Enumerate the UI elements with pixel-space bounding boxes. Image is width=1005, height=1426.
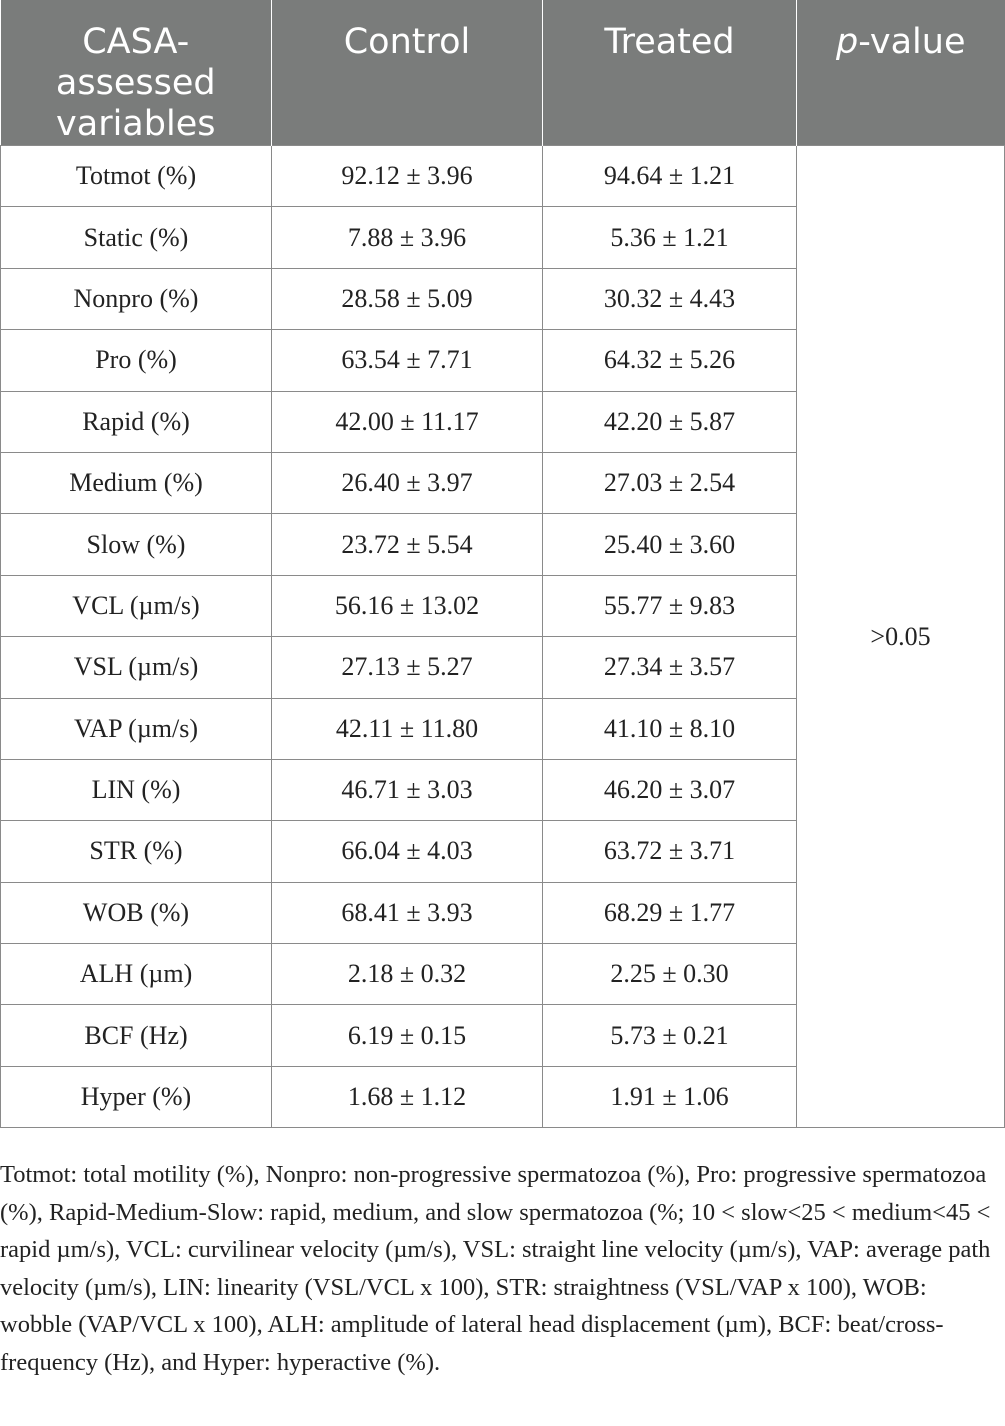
treated-value: 42.20 ± 5.87 bbox=[543, 391, 797, 452]
control-value: 42.11 ± 11.80 bbox=[272, 698, 543, 759]
control-value: 42.00 ± 11.17 bbox=[272, 391, 543, 452]
row-label: Hyper (%) bbox=[1, 1066, 272, 1127]
control-value: 23.72 ± 5.54 bbox=[272, 514, 543, 575]
control-value: 56.16 ± 13.02 bbox=[272, 575, 543, 636]
control-value: 6.19 ± 0.15 bbox=[272, 1005, 543, 1066]
header-row bbox=[1, 0, 1005, 146]
treated-value: 68.29 ± 1.77 bbox=[543, 882, 797, 943]
row-label: Slow (%) bbox=[1, 514, 272, 575]
treated-value: 1.91 ± 1.06 bbox=[543, 1066, 797, 1127]
row-label: LIN (%) bbox=[1, 759, 272, 820]
table-header bbox=[1, 0, 1005, 146]
control-value: 7.88 ± 3.96 bbox=[272, 207, 543, 268]
control-value: 28.58 ± 5.09 bbox=[272, 268, 543, 329]
control-value: 92.12 ± 3.96 bbox=[272, 146, 543, 207]
header-p-value bbox=[797, 0, 1005, 146]
header-p-italic: p bbox=[835, 22, 859, 62]
header-control: Control bbox=[272, 0, 543, 146]
treated-value: 2.25 ± 0.30 bbox=[543, 944, 797, 1005]
row-label: Nonpro (%) bbox=[1, 268, 272, 329]
treated-value: 25.40 ± 3.60 bbox=[543, 514, 797, 575]
table-body bbox=[1, 146, 1005, 1128]
treated-value: 27.03 ± 2.54 bbox=[543, 452, 797, 513]
control-value: 68.41 ± 3.93 bbox=[272, 882, 543, 943]
row-label: BCF (Hz) bbox=[1, 1005, 272, 1066]
control-value: 1.68 ± 1.12 bbox=[272, 1066, 543, 1127]
table-row bbox=[1, 146, 1005, 207]
row-label: Medium (%) bbox=[1, 452, 272, 513]
control-value: 27.13 ± 5.27 bbox=[272, 637, 543, 698]
control-value: 66.04 ± 4.03 bbox=[272, 821, 543, 882]
header-p-rest: -value bbox=[858, 22, 966, 62]
treated-value: 63.72 ± 3.71 bbox=[543, 821, 797, 882]
treated-value: 46.20 ± 3.07 bbox=[543, 759, 797, 820]
treated-value: 41.10 ± 8.10 bbox=[543, 698, 797, 759]
row-label: WOB (%) bbox=[1, 882, 272, 943]
header-treated: Treated bbox=[543, 0, 797, 146]
row-label: VAP (µm/s) bbox=[1, 698, 272, 759]
control-value: 2.18 ± 0.32 bbox=[272, 944, 543, 1005]
row-label: VSL (µm/s) bbox=[1, 637, 272, 698]
treated-value: 55.77 ± 9.83 bbox=[543, 575, 797, 636]
row-label: ALH (µm) bbox=[1, 944, 272, 1005]
treated-value: 30.32 ± 4.43 bbox=[543, 268, 797, 329]
treated-value: 94.64 ± 1.21 bbox=[543, 146, 797, 207]
p-value-cell: >0.05 bbox=[797, 146, 1005, 1128]
treated-value: 64.32 ± 5.26 bbox=[543, 330, 797, 391]
header-variables: CASA-assessed variables bbox=[1, 0, 272, 146]
row-label: STR (%) bbox=[1, 821, 272, 882]
row-label: Totmot (%) bbox=[1, 146, 272, 207]
control-value: 46.71 ± 3.03 bbox=[272, 759, 543, 820]
control-value: 63.54 ± 7.71 bbox=[272, 330, 543, 391]
treated-value: 27.34 ± 3.57 bbox=[543, 637, 797, 698]
row-label: Static (%) bbox=[1, 207, 272, 268]
row-label: Pro (%) bbox=[1, 330, 272, 391]
treated-value: 5.73 ± 0.21 bbox=[543, 1005, 797, 1066]
row-label: VCL (µm/s) bbox=[1, 575, 272, 636]
control-value: 26.40 ± 3.97 bbox=[272, 452, 543, 513]
treated-value: 5.36 ± 1.21 bbox=[543, 207, 797, 268]
table-footnote: Totmot: total motility (%), Nonpro: non-progressive spermatozoa (%), Pro: progressive spermatozoa (%), Rapid-Medium-Slow: rapid, medium, and slow spermatozoa (%; 10 < slow<25 < medium<45 < rapid µm/s), VCL: curvilinear velocity (µm/s), VSL: straight line velocity (µm/s), VAP: average path velocity (µm/s), LIN: linearity (VSL/VCL x 100), STR: straightness (VSL/VAP x 100), WOB: wobble (VAP/VCL x 100), ALH: amplitude of lateral head displacement (µm), BCF: beat/cross-frequency (Hz), and Hyper: hyperactive (%). bbox=[0, 1161, 991, 1376]
row-label: Rapid (%) bbox=[1, 391, 272, 452]
